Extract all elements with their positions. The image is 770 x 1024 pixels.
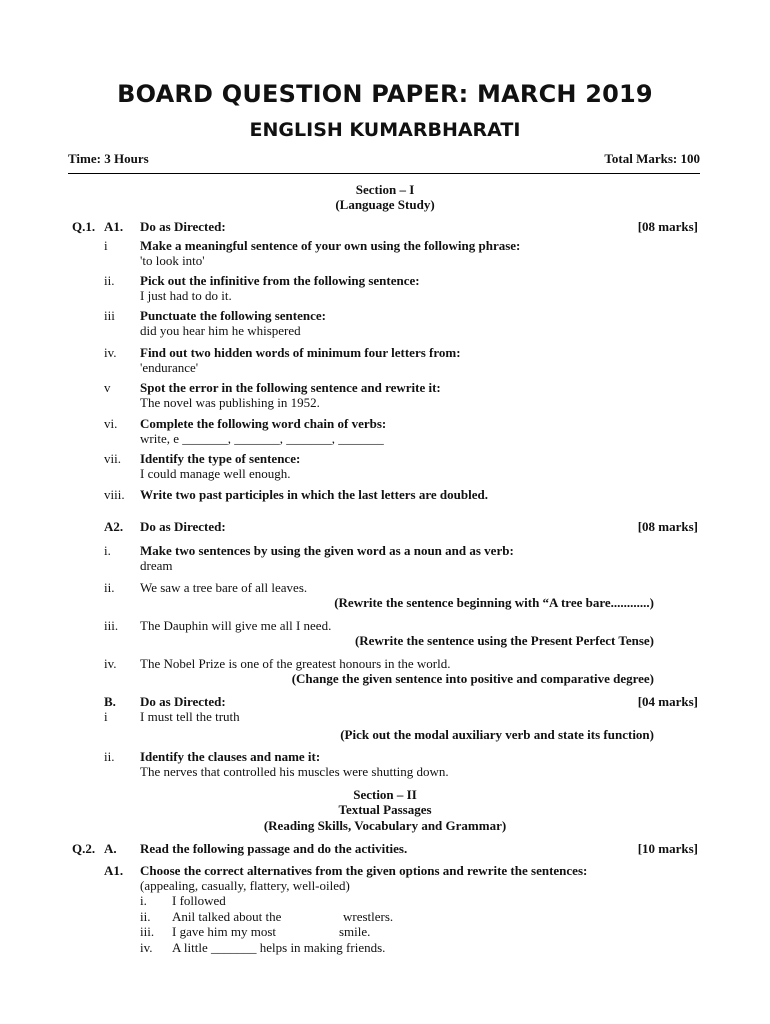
q2-a-title: Read the following passage and do the activities. <box>140 841 408 856</box>
question-instruction: (Rewrite the sentence using the Present Perfect Tense) <box>354 633 654 648</box>
question-text: Identify the type of sentence: <box>140 451 301 466</box>
question-content: I could manage well enough. <box>140 466 291 481</box>
question-content: The novel was publishing in 1952. <box>140 395 320 410</box>
question-content-tail: smile. <box>339 924 371 939</box>
item-number: ii. <box>104 273 115 288</box>
q1-b-label: B. <box>104 694 116 709</box>
item-number: ii. <box>140 909 151 924</box>
question-text: Spot the error in the following sentence and rewrite it: <box>140 380 441 395</box>
item-number: ii. <box>104 749 115 764</box>
question-text: Pick out the infinitive from the following sentence: <box>140 273 420 288</box>
question-instruction: (Pick out the modal auxiliary verb and state its function) <box>340 727 654 742</box>
q1-b-title: Do as Directed: <box>140 694 226 709</box>
question-content: The Nobel Prize is one of the greatest honours in the world. <box>140 656 451 671</box>
question-content-tail: wrestlers. <box>343 909 394 924</box>
paper-subtitle: ENGLISH KUMARBHARATI <box>249 119 521 141</box>
section-1-subheading: (Language Study) <box>335 197 435 212</box>
paper-meta <box>68 151 700 167</box>
item-number: vi. <box>104 416 118 431</box>
item-number: iv. <box>104 345 117 360</box>
question-content: A little _______ helps in making friends. <box>172 940 386 955</box>
item-number: i <box>104 709 108 724</box>
q1-a1-marks: [08 marks] <box>637 219 698 234</box>
item-number: i <box>104 238 108 253</box>
question-content: dream <box>140 558 173 573</box>
question-content: Anil talked about the <box>172 909 282 924</box>
item-number: i. <box>140 893 147 908</box>
question-text: Punctuate the following sentence: <box>140 308 326 323</box>
question-text: Make a meaningful sentence of your own using the following phrase: <box>140 238 521 253</box>
q2-a-label: A. <box>104 841 117 856</box>
question-text: Choose the correct alternatives from the given options and rewrite the sentences: <box>140 863 588 878</box>
item-number: iii. <box>140 924 155 939</box>
question-content: write, e _______, _______, _______, _______ <box>140 431 384 446</box>
question-content: I followed <box>172 893 226 908</box>
question-content: 'endurance' <box>140 360 199 375</box>
question-instruction: (Rewrite the sentence beginning with “A tree bare............) <box>334 595 654 610</box>
item-number: vii. <box>104 451 121 466</box>
question-text: Identify the clauses and name it: <box>140 749 321 764</box>
item-number: iii. <box>104 618 119 633</box>
options-text: (appealing, casually, flattery, well-oiled) <box>140 878 350 893</box>
question-content: I just had to do it. <box>140 288 232 303</box>
item-number: iv. <box>140 940 153 955</box>
q1-a1-label: A1. <box>104 219 124 234</box>
q1-a2-title: Do as Directed: <box>140 519 226 534</box>
question-content: The nerves that controlled his muscles were shutting down. <box>140 764 449 779</box>
item-number: v <box>104 380 111 395</box>
item-number: iv. <box>104 656 117 671</box>
question-content: 'to look into' <box>140 253 205 268</box>
item-number: viii. <box>104 487 125 502</box>
q1-label: Q.1. <box>72 219 96 234</box>
q1-a2-label: A2. <box>104 519 124 534</box>
question-content: We saw a tree bare of all leaves. <box>140 580 308 595</box>
question-content: did you hear him he whispered <box>140 323 301 338</box>
section-2-subheading: Textual Passages <box>338 802 432 817</box>
question-text: Complete the following word chain of verbs: <box>140 416 387 431</box>
question-text: Find out two hidden words of minimum four letters from: <box>140 345 461 360</box>
q1-a2-marks: [08 marks] <box>637 519 698 534</box>
q2-label: Q.2. <box>72 841 96 856</box>
section-2-heading: Section – II <box>353 787 417 802</box>
item-number: i. <box>104 543 111 558</box>
time-label: Time: 3 Hours <box>68 151 149 166</box>
q2-a-marks: [10 marks] <box>637 841 698 856</box>
q2-a1-label: A1. <box>104 863 124 878</box>
paper-title: BOARD QUESTION PAPER: MARCH 2019 <box>117 80 653 108</box>
item-number: ii. <box>104 580 115 595</box>
question-text: Make two sentences by using the given word as a noun and as verb: <box>140 543 514 558</box>
section-2-subheading-2: (Reading Skills, Vocabulary and Grammar) <box>263 818 507 833</box>
question-content: I must tell the truth <box>140 709 240 724</box>
question-content: I gave him my most <box>172 924 276 939</box>
header-divider <box>68 173 700 174</box>
q1-b-marks: [04 marks] <box>637 694 698 709</box>
question-content: The Dauphin will give me all I need. <box>140 618 332 633</box>
item-number: iii <box>104 308 115 323</box>
total-marks-label: Total Marks: 100 <box>604 151 700 166</box>
q1-a1-title: Do as Directed: <box>140 219 226 234</box>
question-text: Write two past participles in which the last letters are doubled. <box>140 487 488 502</box>
question-instruction: (Change the given sentence into positive and comparative degree) <box>291 671 654 686</box>
section-1-heading: Section – I <box>355 182 415 197</box>
